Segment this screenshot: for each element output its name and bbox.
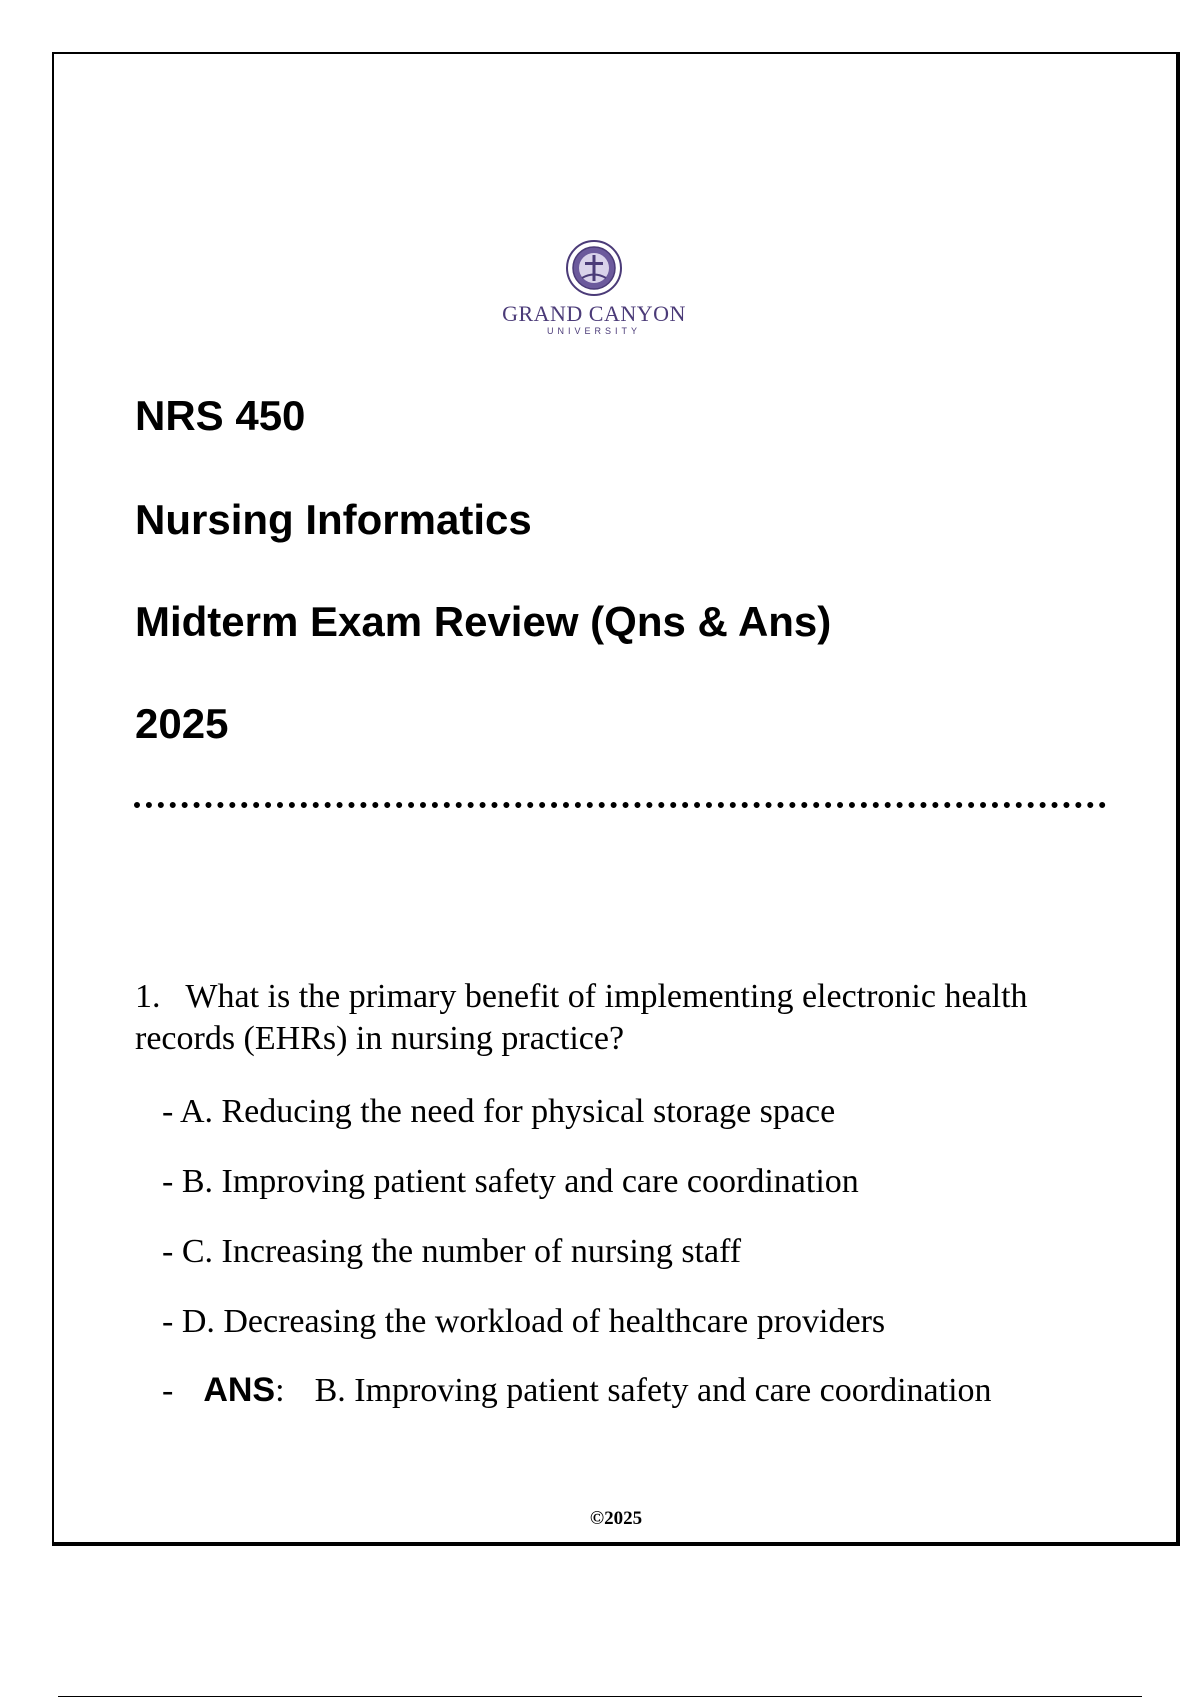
dotted-divider [134,802,1106,808]
university-logo [500,238,688,342]
university-seal-icon [564,238,624,298]
exam-title: Midterm Exam Review (Qns & Ans) [135,598,832,645]
option-c: - C. Increasing the number of nursing staff [162,1233,742,1270]
course-name: Nursing Informatics [135,496,532,543]
option-d: - D. Decreasing the workload of healthcare providers [162,1303,886,1340]
question-number: 1. [135,978,161,1015]
answer-label: ANS [203,1371,276,1409]
option-b: - B. Improving patient safety and care coordination [162,1163,859,1200]
answer-dash: - [162,1372,174,1409]
exam-year: 2025 [135,700,229,747]
copyright-footer: ©2025 [589,1508,643,1529]
question-1 [135,976,1095,1060]
course-code: NRS 450 [135,392,306,439]
answer-colon: : [275,1372,285,1409]
answer-text: B. Improving patient safety and care coordination [314,1372,992,1409]
logo-name: GRAND CANYON [502,301,686,326]
bottom-divider [58,1696,1142,1697]
logo-subtitle: UNIVERSITY [546,326,641,336]
answer-line [162,1370,992,1411]
question-text: What is the primary benefit of implementing electronic health records (EHRs) in nursing practice? [135,978,1028,1057]
option-a: - A. Reducing the need for physical storage space [162,1093,836,1130]
